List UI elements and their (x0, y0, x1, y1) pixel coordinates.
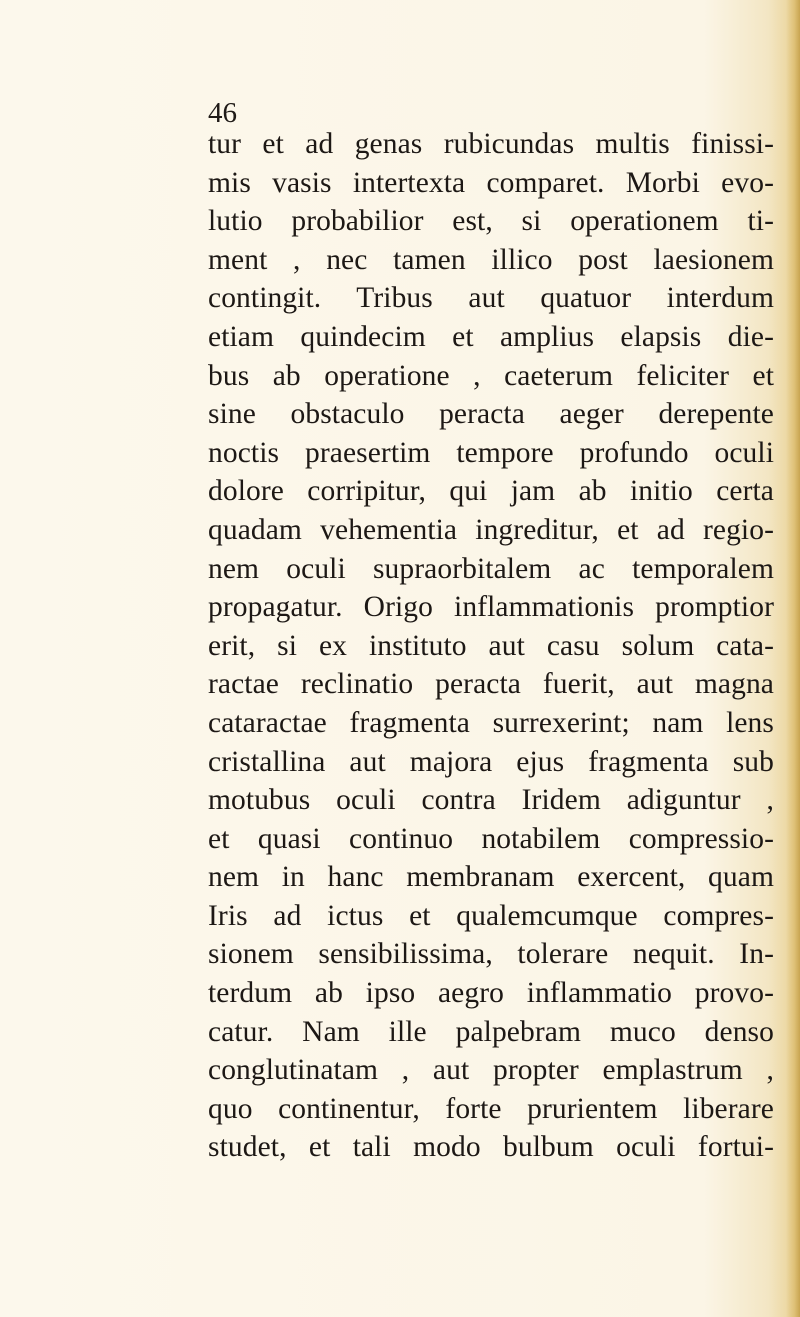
text-line: mis vasis intertexta comparet. Morbi evo- (208, 166, 774, 199)
text-line: quadam vehementia ingreditur, et ad regio- (208, 513, 774, 546)
text-line: dolore corripitur, qui jam ab initio certa (208, 475, 774, 508)
text-line: cataractae fragmenta surrexerint; nam lens (208, 706, 774, 739)
text-line: terdum ab ipso aegro inflammatio provo- (208, 977, 774, 1010)
text-line: sine obstaculo peracta aeger derepente (208, 398, 774, 431)
text-line: contingit. Tribus aut quatuor interdum (208, 282, 774, 315)
text-line: Iris ad ictus et qualemcumque compres- (208, 899, 774, 932)
text-line: etiam quindecim et amplius elapsis die- (208, 320, 774, 353)
text-line: conglutinatam , aut propter emplastrum , (208, 1054, 774, 1087)
text-line: catur. Nam ille palpebram muco denso (208, 1015, 774, 1048)
text-line: lutio probabilior est, si operationem ti- (208, 205, 774, 238)
text-line: propagatur. Origo inflammationis promptior (208, 591, 774, 624)
text-line: tur et ad genas rubicundas multis finissi- (208, 128, 774, 160)
text-line: bus ab operatione , caeterum feliciter et (208, 359, 774, 392)
text-line: cristallina aut majora ejus fragmenta sub (208, 745, 774, 778)
text-line: sionem sensibilissima, tolerare nequit. In- (208, 938, 774, 971)
text-line: erit, si ex instituto aut casu solum cata- (208, 629, 774, 662)
text-line: studet, et tali modo bulbum oculi fortui- (208, 1131, 774, 1164)
page-edge (786, 0, 800, 1317)
text-line: et quasi continuo notabilem compressio- (208, 822, 774, 855)
text-line: nem oculi supraorbitalem ac temporalem (208, 552, 774, 585)
body-text (208, 125, 774, 1167)
text-line: noctis praesertim tempore profundo oculi (208, 436, 774, 469)
text-line: ractae reclinatio peracta fuerit, aut magna (208, 668, 774, 701)
page-number: 46 (208, 97, 237, 129)
text-line: nem in hanc membranam exercent, quam (208, 861, 774, 894)
text-line: motubus oculi contra Iridem adiguntur , (208, 784, 774, 817)
text-line: quo continentur, forte prurientem liberare (208, 1092, 774, 1125)
text-line: ment , nec tamen illico post laesionem (208, 243, 774, 276)
